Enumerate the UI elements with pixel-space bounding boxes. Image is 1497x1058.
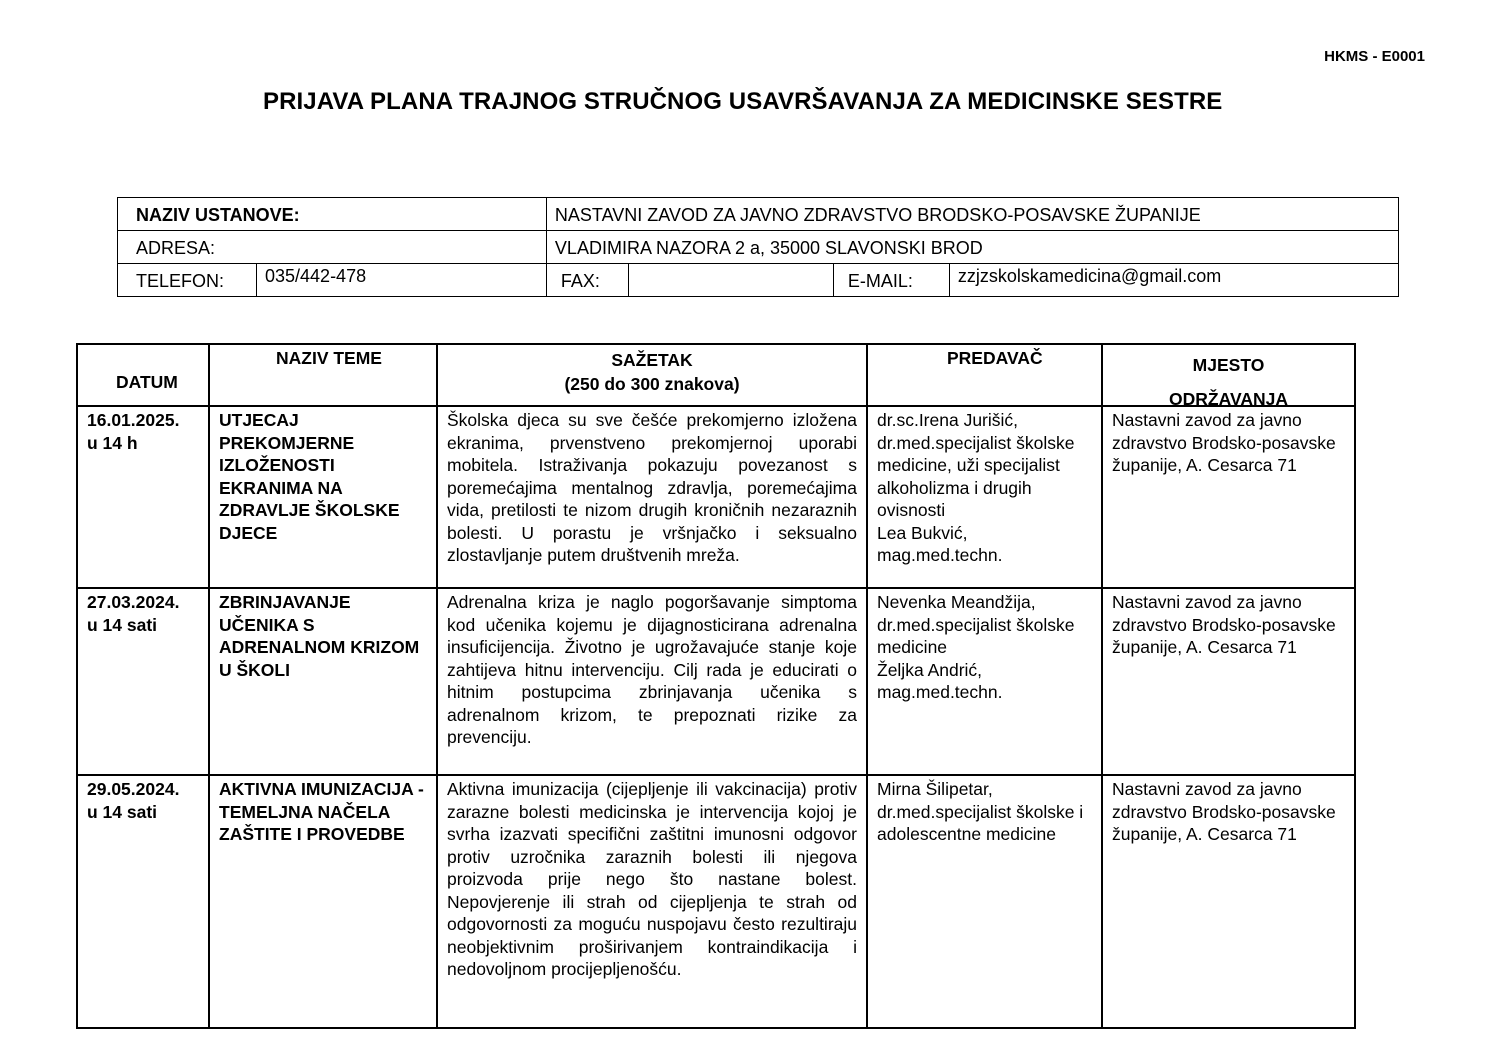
header-naziv-teme: NAZIV TEME [209,344,437,406]
row-predavac: dr.sc.Irena Jurišić, dr.med.specijalist školske medicine, uži specijalist alkoholizma i drugih ovisnosti Lea Bukvić, mag.med.techn. [867,406,1102,588]
plan-header-row [77,344,1355,406]
adresa-value: VLADIMIRA NAZORA 2 a, 35000 SLAVONSKI BROD [546,231,1398,264]
row-tema: ZBRINJAVANJE UČENIKA S ADRENALNOM KRIZOM U ŠKOLI [209,588,437,775]
header-predavac: PREDAVAČ [867,344,1102,406]
row-sazetak: Adrenalna kriza je naglo pogoršavanje simptoma kod učenika kojemu je dijagnosticirana adrenalna insuficijencija. Životno je ugrožavajuće stanje koje zahtijeva hitnu intervenciju. Cilj rada je educirati o hitnim postupcima zbrinjavanja učenika s adrenalnom krizom, te prepoznati rizike za prevenciju. [437,588,867,775]
row-mjesto: Nastavni zavod za javno zdravstvo Brodsko-posavske županije, A. Cesarca 71 [1102,775,1355,1028]
row-tema: AKTIVNA IMUNIZACIJA - TEMELJNA NAČELA ZAŠTITE I PROVEDBE [209,775,437,1028]
email-value: zzjzskolskamedicina@gmail.com [949,264,1398,297]
info-row-contact [118,264,1399,297]
naziv-label: NAZIV USTANOVE: [118,198,547,231]
education-plan-table [76,343,1356,1029]
row-mjesto: Nastavni zavod za javno zdravstvo Brodsko-posavske županije, A. Cesarca 71 [1102,588,1355,775]
header-sazetak-sub: (250 do 300 znakova) [564,374,740,394]
row-datum: 29.05.2024. u 14 sati [77,775,209,1028]
table-row [77,406,1355,588]
info-row-adresa [118,231,1399,264]
row-predavac: Nevenka Meandžija, dr.med.specijalist školske medicine Željka Andrić, mag.med.techn. [867,588,1102,775]
email-label: E-MAIL: [833,264,949,297]
page-title: PRIJAVA PLANA TRAJNOG STRUČNOG USAVRŠAVANJA ZA MEDICINSKE SESTRE [263,88,1223,115]
telefon-value: 035/442-478 [257,264,547,297]
table-row [77,775,1355,1028]
header-datum: DATUM [77,344,209,406]
naziv-value: NASTAVNI ZAVOD ZA JAVNO ZDRAVSTVO BRODSKO-POSAVSKE ŽUPANIJE [546,198,1398,231]
table-row [77,588,1355,775]
telefon-label: TELEFON: [118,264,257,297]
row-mjesto: Nastavni zavod za javno zdravstvo Brodsko-posavske županije, A. Cesarca 71 [1102,406,1355,588]
row-datum: 16.01.2025. u 14 h [77,406,209,588]
header-mjesto-sub: ODRŽAVANJA [1169,389,1288,409]
row-datum: 27.03.2024. u 14 sati [77,588,209,775]
fax-label: FAX: [546,264,628,297]
header-mjesto [1102,344,1355,409]
institution-info-table [117,197,1399,297]
row-tema: UTJECAJ PREKOMJERNE IZLOŽENOSTI EKRANIMA NA ZDRAVLJE ŠKOLSKE DJECE [209,406,437,588]
header-sazetak [437,344,867,406]
row-predavac: Mirna Šilipetar, dr.med.specijalist školske i adolescentne medicine [867,775,1102,1028]
info-row-naziv [118,198,1399,231]
row-sazetak: Školska djeca su sve češće prekomjerno izložena ekranima, prvenstveno prekomjernoj uporabi mobitela. Istraživanja pokazuju povezanost s poremećajima mentalnog zdravlja, poremećajima vida, pretilosti te nizom drugih kroničnih nezaraznih bolesti. U porastu je vršnjačko i seksualno zlostavljanje putem društvenih mreža. [437,406,867,588]
header-mjesto-title: MJESTO [1192,355,1265,375]
adresa-label: ADRESA: [118,231,547,264]
row-sazetak: Aktivna imunizacija (cijepljenje ili vakcinacija) protiv zarazne bolesti medicinska je intervencija kojoj je svrha izazvati specifični zaštitni imunosni odgovor protiv uzročnika zaraznih bolesti ili njegova proizvoda prije nego što nastane bolest. Nepovjerenje ili strah od cijepljenja te strah od odgovornosti za moguću nuspojavu često rezultiraju neobjektivnim proširivanjem kontraindikacija i nedovoljnom procijepljenošću. [437,775,867,1028]
document-code: HKMS - E0001 [1324,48,1425,65]
header-sazetak-title: SAŽETAK [611,350,693,370]
fax-value [628,264,833,297]
